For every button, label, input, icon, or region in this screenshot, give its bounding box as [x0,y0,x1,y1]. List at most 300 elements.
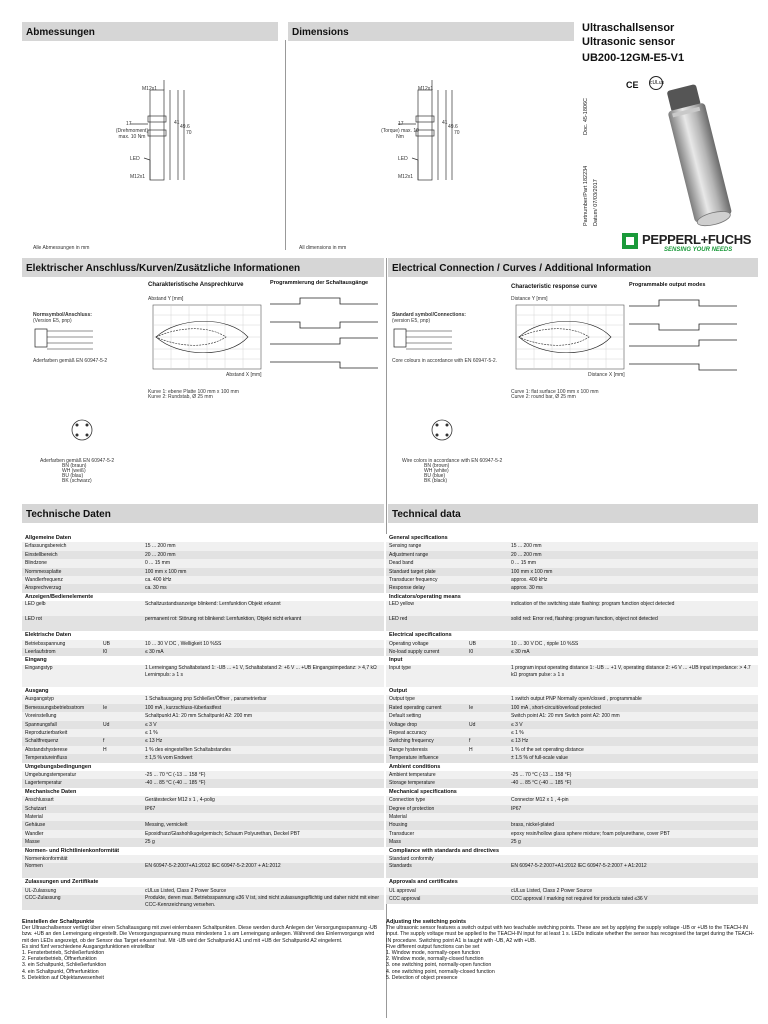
prog-diagram-en [629,292,739,384]
spec-value: -25 ... 70 °C (-13 ... 158 °F) [508,771,758,779]
spec-symbol [100,830,142,838]
spec-row [386,584,758,592]
spec-row [386,576,758,584]
adjust-item: 4. one switching point, normally-closed function [386,968,495,975]
spec-label: Lagertemperatur [22,779,100,787]
wire-list-de [62,464,92,484]
adjust-item: 1. Window mode, normally-open function [386,950,480,957]
curve-legend1-de: Kurve 1: ebene Platte 100 mm x 100 mm [148,389,239,395]
spec-label: Einstellbereich [22,551,100,559]
spec-symbol [466,584,508,592]
adjust-item: 3. one switching point, normally-open function [386,962,492,969]
wire-list-en [424,464,449,484]
torque-de: (Drehmoment) max. 10 Nm [115,128,149,140]
spec-value: 25 g [508,838,758,846]
spec-value: 100 mm x 100 mm [508,568,758,576]
spec-value: -40 ... 85 °C (-40 ... 185 °F) [508,779,758,787]
wrench-en: 17 [398,121,404,127]
spec-section-title: Anzeigen/Bedienelemente [22,593,384,601]
spec-value: Connector M12 x 1 , 4-pin [508,796,758,804]
spec-row [22,838,384,846]
logo-name: PEPPERL+FUCHS [642,232,752,247]
spec-value: approx. 30 ms [508,584,758,592]
spec-label: Standards [386,863,466,878]
spec-symbol [100,771,142,779]
spec-row [22,805,384,813]
spec-section-row [386,593,758,601]
m12-label-de: M12x1 [142,86,158,92]
spec-row [22,721,384,729]
spec-label: Umgebungstemperatur [22,771,100,779]
spec-symbol [100,838,142,846]
spec-section-title: Allgemeine Daten [22,534,384,542]
spec-value: 1 program input operating distance 1: -UB ... +1 V, operating distance 2: +6 V ... +UB input impedance: > 4.7 kΩ program pulse: ≥ 1 s [508,665,758,687]
spec-label: UL approval [386,887,466,895]
curve-legend2-en: Curve 2: round bar, Ø 25 mm [511,394,576,400]
len1-de: 41 [174,120,180,126]
spec-value: ≤ 1 % [508,729,758,737]
spec-section-title: Output [386,687,758,695]
spec-symbol [466,771,508,779]
spec-label: Dead band [386,559,466,567]
spec-section-title: Elektrische Daten [22,631,384,639]
spec-symbol [466,712,508,720]
curve-ylabel-de: Abstand Y [mm] [148,296,184,302]
spec-row [22,863,384,878]
wire-item: BN (braun) [62,463,87,469]
spec-label: Ambient temperature [386,771,466,779]
spec-row [386,821,758,829]
len2-de: 49.6 [180,124,190,130]
m12-label-en-bottom: M12x1 [398,174,414,180]
spec-row [22,648,384,656]
wire-item: BU (blau) [62,473,84,479]
spec-section-title: Normen- und Richtlinienkonformität [22,847,384,855]
spec-symbol [466,559,508,567]
len1-en: 41 [442,120,448,126]
spec-section-title: Ausgang [22,687,384,695]
header-abmessungen: Abmessungen [22,22,278,41]
wires-note-de: Aderfarben gemäß EN 60947-5-2 [40,458,115,464]
spec-symbol [100,616,142,631]
spec-section-row [22,878,384,886]
spec-value: -25 ... 70 °C (-13 ... 158 °F) [142,771,384,779]
spec-symbol [466,855,508,863]
spec-row [22,771,384,779]
spec-section-title: Mechanische Daten [22,788,384,796]
spec-value: EN 60947-5-2:2007+A1:2012 IEC 60947-5-2:2007 + A1:2012 [142,863,384,878]
spec-label: Switching frequency [386,737,466,745]
connector-pinout-en-icon [430,418,454,442]
len3-de: 70 [186,130,192,136]
spec-value: IP67 [508,805,758,813]
spec-value: cULus Listed, Class 2 Power Source [508,887,758,895]
spec-label: Standard conformity [386,855,466,863]
spec-row [22,576,384,584]
spec-value: 1 switch output PNP Normally open/closed , programmable [508,695,758,703]
conn-symbol-de [33,325,123,355]
spec-section-title: Input [386,656,758,664]
spec-symbol [100,887,142,895]
curve-ylabel-en: Distance Y [mm] [511,296,548,302]
spec-label: Temperature influence [386,754,466,762]
spec-symbol: Ud [466,721,508,729]
spec-label: Degree of protection [386,805,466,813]
spec-value: 1 % des eingestellten Schaltabstandes [142,746,384,754]
spec-section-title: Compliance with standards and directives [386,847,758,855]
spec-value: 100 mm x 100 mm [142,568,384,576]
spec-symbol [466,779,508,787]
spec-symbol: I0 [466,648,508,656]
spec-row [22,737,384,745]
adjust-de [22,919,382,981]
spec-label: CCC approval [386,895,466,903]
adjust-item: 3. ein Schaltpunkt, Schließerfunktion [22,962,107,969]
spec-row [386,712,758,720]
spec-row [22,754,384,762]
spec-label: Voltage drop [386,721,466,729]
conn-symbol-en [392,325,482,355]
spec-symbol [466,665,508,687]
wrench-de: 17 [126,121,132,127]
spec-label: Transducer frequency [386,576,466,584]
spec-value: Schaltzustandsanzeige blinkend: Lernfunktion Objekt erkannt [142,601,384,616]
spec-row [386,721,758,729]
spec-symbol: Ie [466,704,508,712]
spec-label: Connection type [386,796,466,804]
spec-value: 100 mA , kurzschluss-/überlastfest [142,704,384,712]
spec-label: Masse [22,838,100,846]
spec-value: 15 ... 200 mm [508,542,758,550]
spec-value: brass, nickel-plated [508,821,758,829]
spec-symbol: Ud [100,721,142,729]
spec-row [22,568,384,576]
spec-symbol [100,813,142,821]
product-title-de: Ultraschallsensor [582,22,675,34]
conn-title-de: Normsymbol/Anschluss: [33,312,92,318]
prog-title-en: Programmable output modes [629,282,706,288]
spec-value: ≤ 13 Hz [508,737,758,745]
wire-item: WH (weiß) [62,468,86,474]
curve-legend1-en: Curve 1: flat surface 100 mm x 100 mm [511,389,599,395]
spec-value: solid red: Error red, flashing: program function, object not detected [508,616,758,631]
spec-label: Normenkonformität [22,855,100,863]
wires-note-en: Wire colors in accordance with EN 60947-5-2 [402,458,503,464]
adjust-item: 4. ein Schaltpunkt, Öffnerfunktion [22,968,99,975]
spec-label: Input type [386,665,466,687]
spec-symbol [466,695,508,703]
spec-row [22,729,384,737]
spec-symbol [466,895,508,903]
spec-section-row [22,534,384,542]
spec-label: Rated operating current [386,704,466,712]
spec-symbol: UB [100,640,142,648]
spec-symbol [466,542,508,550]
spec-symbol [100,821,142,829]
spec-label: No-load supply current [386,648,466,656]
spec-section-row [22,788,384,796]
spec-label: Ausgangstyp [22,695,100,703]
prog-title-de: Programmierung der Schaltausgänge [270,280,369,286]
spec-section-row [386,763,758,771]
spec-label: Wandlerfrequenz [22,576,100,584]
spec-label: Transducer [386,830,466,838]
spec-row [22,665,384,687]
spec-label: Operating voltage [386,640,466,648]
spec-value [142,855,384,863]
spec-symbol: UB [466,640,508,648]
spec-symbol [100,805,142,813]
spec-symbol [100,712,142,720]
spec-section-row [386,687,758,695]
spec-symbol: f [100,737,142,745]
spec-row [22,821,384,829]
spec-section-row [22,687,384,695]
spec-symbol [466,796,508,804]
spec-row [386,729,758,737]
ul-mark-icon: cULus [649,76,663,90]
spec-row [22,695,384,703]
header-electrical: Electrical Connection / Curves / Additional Information [388,258,758,277]
spec-label: Leerlaufstrom [22,648,100,656]
spec-row [386,665,758,687]
adjust-body-en: The ultrasonic sensor features a switch output with two teachable switching points. These are set by applying the supply voltage -UB or +UB to the TEACH-IN input. The supply voltage must be applied to the TEACH-IN input for at least 1 s. LEDs indicate whether the sensor has recognised the target during the TEACH-IN procedure. Switching point A1 is taught with -UB, A2 with +UB. [386,925,755,944]
spec-value: IP67 [142,805,384,813]
spec-label: Mass [386,838,466,846]
spec-label: Ansprechverzug [22,584,100,592]
spec-label: Housing [386,821,466,829]
spec-row [22,830,384,838]
header-technische: Technische Daten [22,504,384,523]
adjust-en [386,919,758,981]
curve-title-en: Characteristic response curve [511,284,598,290]
spec-value: 0 ... 15 mm [142,559,384,567]
spec-value [508,855,758,863]
spec-symbol [466,601,508,616]
spec-row [22,542,384,550]
product-model: UB200-12GM-E5-V1 [582,52,685,64]
spec-section-row [386,534,758,542]
spec-section-title: Indicators/operating means [386,593,758,601]
spec-section-title: Mechanical specifications [386,788,758,796]
spec-label: Normmessplatte [22,568,100,576]
spec-value: ± 1.5 % of full-scale value [508,754,758,762]
adjust-item: 5. Detektion auf Objektanwesenheit [22,974,104,981]
spec-label: Response delay [386,584,466,592]
header-elektrisch: Elektrischer Anschluss/Kurven/Zusätzliche Informationen [22,258,384,277]
spec-label: LED gelb [22,601,100,616]
spec-row [22,895,384,910]
spec-value: 10 ... 30 V DC , Welligkeit 10 %SS [142,640,384,648]
spec-value [508,813,758,821]
spec-label: Material [22,813,100,821]
spec-symbol [100,551,142,559]
header-technical: Technical data [388,504,758,523]
spec-row [22,887,384,895]
spec-symbol: I0 [100,648,142,656]
spec-value: cULus Listed, Class 2 Power Source [142,887,384,895]
spec-label: Eingangstyp [22,665,100,687]
adjust-item: 5. Detection of object presence [386,974,458,981]
spec-value: ≤ 1 % [142,729,384,737]
spec-label: Erfassungsbereich [22,542,100,550]
spec-symbol [466,551,508,559]
spec-symbol [466,821,508,829]
len2-en: 49.6 [448,124,458,130]
spec-row [386,838,758,846]
spec-symbol [100,601,142,616]
connector-pinout-de-icon [70,418,94,442]
wire-item: BU (blue) [424,473,446,479]
spec-row [386,601,758,616]
spec-label: Schaltfrequenz [22,737,100,745]
spec-row [386,695,758,703]
spec-row [22,746,384,754]
note-de: Alle Abmessungen in mm [33,245,90,251]
spec-table-de [22,534,384,910]
divider [285,40,286,250]
spec-section-row [386,788,758,796]
torque-en: (Torque) max. 10 Nm [381,128,419,140]
spec-value: 15 ... 200 mm [142,542,384,550]
spec-value: indication of the switching state flashing: program function object detected [508,601,758,616]
spec-row [22,640,384,648]
spec-value: ≤ 3 V [508,721,758,729]
spec-section-row [386,656,758,664]
spec-label: Bemessungsbetriebsstrom [22,704,100,712]
date-info: Datum/ 07/03/2017 [593,179,599,226]
spec-value: 10 ... 30 V DC , ripple 10 %SS [508,640,758,648]
adjust-title-de: Einstellen der Schaltpunkte [22,919,95,925]
spec-row [22,601,384,616]
spec-label: Anschlussart [22,796,100,804]
spec-row [22,559,384,567]
spec-row [386,746,758,754]
spec-symbol: H [466,746,508,754]
spec-label: Storage temperature [386,779,466,787]
spec-label: Default setting [386,712,466,720]
spec-row [386,779,758,787]
m12-label-de-bottom: M12x1 [130,174,146,180]
spec-section-row [22,763,384,771]
spec-section-row [22,656,384,664]
spec-value: 1 % of the set operating distance [508,746,758,754]
spec-value: EN 60947-5-2:2007+A1:2012 IEC 60947-5-2:2007 + A1:2012 [508,863,758,878]
ce-mark: CE [626,80,639,90]
spec-row [22,796,384,804]
spec-value: Epoxidharz/Glashohlkugelgemisch; Schaum Polyurethan, Deckel PBT [142,830,384,838]
spec-section-title: Ambient conditions [386,763,758,771]
spec-symbol [466,887,508,895]
adjust-title-en: Adjusting the switching points [386,919,467,925]
spec-section-row [22,847,384,855]
conn-note-en: Core colours in accordance with EN 60947-5-2. [392,358,498,364]
spec-row [386,887,758,895]
adjust-item: 2. Window mode, normally-closed function [386,956,484,963]
spec-value: 20 ... 200 mm [142,551,384,559]
spec-value: 1 Lerneingang Schaltabstand 1: -UB ... +1 V, Schaltabstand 2: +6 V ... +UB Eingangsimpedanz: > 4,7 kΩ Lernimpuls: ≥ 1 s [142,665,384,687]
spec-label: Adjustment range [386,551,466,559]
spec-label: Betriebsspannung [22,640,100,648]
spec-symbol [466,576,508,584]
spec-symbol [100,855,142,863]
spec-section-row [386,878,758,886]
spec-value: Messing, vernickelt [142,821,384,829]
spec-value: epoxy resin/hollow glass sphere mixture; foam polyurethane, cover PBT [508,830,758,838]
spec-symbol [100,695,142,703]
spec-value: approx. 400 kHz [508,576,758,584]
part-info: Partnumber/Part 182234 [583,165,589,226]
spec-label: Output type [386,695,466,703]
note-en: All dimensions in mm [299,245,347,251]
spec-value: 20 ... 200 mm [508,551,758,559]
spec-value: 0 ... 15 mm [508,559,758,567]
spec-row [386,771,758,779]
spec-symbol [466,729,508,737]
spec-row [386,805,758,813]
spec-symbol [466,813,508,821]
spec-section-row [386,631,758,639]
spec-section-title: Umgebungsbedingungen [22,763,384,771]
spec-label: Range hysteresis [386,746,466,754]
logo-tagline: SENSING YOUR NEEDS [664,247,733,253]
spec-symbol [466,838,508,846]
spec-symbol [466,830,508,838]
spec-value: Schaltpunkt A1: 20 mm Schaltpunkt A2: 200 mm [142,712,384,720]
spec-symbol: H [100,746,142,754]
product-title-en: Ultrasonic sensor [582,36,675,48]
spec-label: CCC-Zulassung [22,895,100,910]
spec-label: Gehäuse [22,821,100,829]
spec-label: Voreinstellung [22,712,100,720]
conn-sub-en: (version E5, pnp) [392,318,431,324]
spec-row [386,648,758,656]
spec-value: ≤ 3 V [142,721,384,729]
spec-section-title: Zulassungen und Zertifikate [22,878,384,886]
wire-item: BK (schwarz) [62,478,92,484]
spec-value: Produkte, deren max. Betriebsspannung ≤36 V ist, sind nicht zulassungspflichtig und daher nicht mit einer CCC-Kennzeichnung versehen. [142,895,384,910]
spec-row [386,559,758,567]
spec-symbol [100,568,142,576]
led-label-en: LED [398,156,408,162]
spec-row [22,551,384,559]
spec-label: LED yellow [386,601,466,616]
wire-item: BN (brown) [424,463,450,469]
spec-label: Spannungsfall [22,721,100,729]
spec-section-title: Approvals and certificates [386,878,758,886]
spec-section-row [22,631,384,639]
spec-row [386,813,758,821]
spec-value: ≤ 30 mA [142,648,384,656]
led-label-de: LED [130,156,140,162]
spec-symbol [100,576,142,584]
spec-section-title: Electrical specifications [386,631,758,639]
spec-row [386,830,758,838]
spec-row [22,779,384,787]
spec-label: UL-Zulassung [22,887,100,895]
adjust-intro-en: Five different output functions can be set [386,943,480,950]
wire-item: WH (white) [424,468,449,474]
spec-row [386,737,758,745]
spec-row [22,855,384,863]
header-dimensions: Dimensions [288,22,574,41]
spec-symbol [100,584,142,592]
spec-label: LED rot [22,616,100,631]
curve-chart-en [511,303,626,373]
spec-symbol [100,754,142,762]
curve-xlabel-de: Abstand X [mm] [226,372,262,378]
spec-table-en [386,534,758,904]
